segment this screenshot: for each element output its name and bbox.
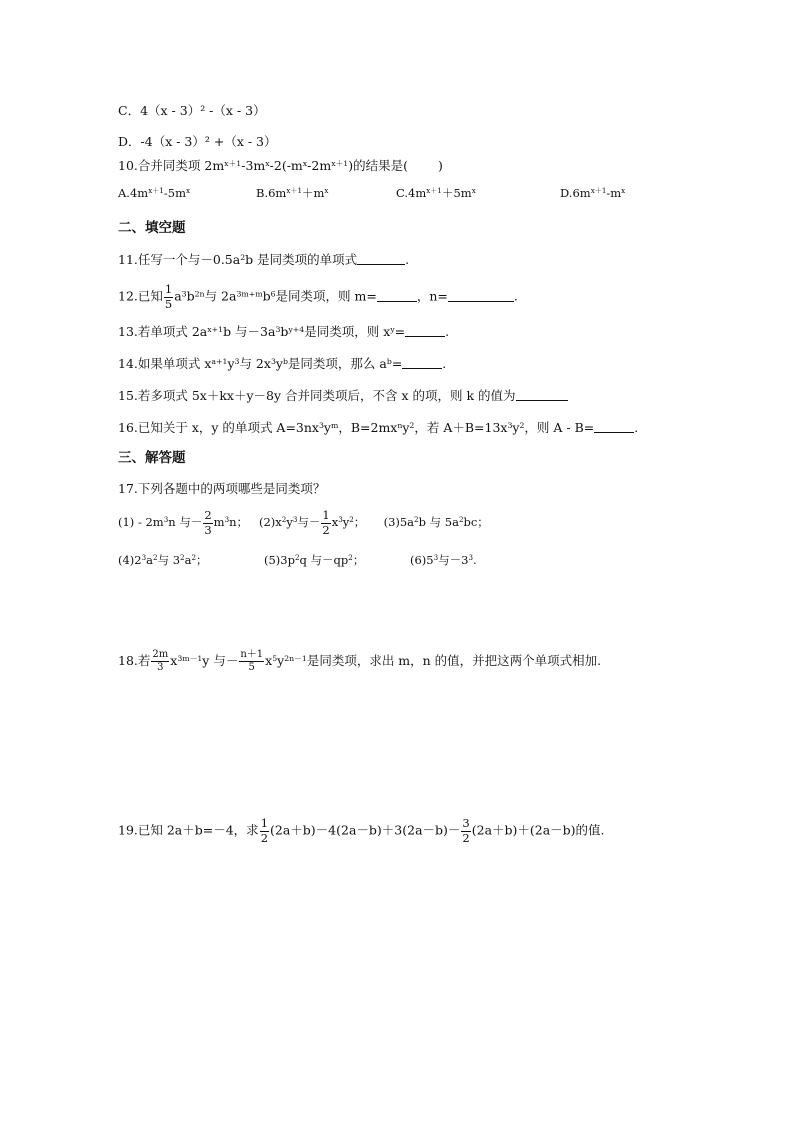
section-solve-heading: 三、解答题 (118, 450, 186, 466)
q17-item-1: $(1) - 2m^3n$ 与－ $\frac{2}{3}$ $m^3n$； (118, 508, 249, 537)
question-15: 15.若多项式 5x＋kx＋y－8y 合并同类项后，不含 x 的项，则 k 的值为 (118, 388, 568, 404)
q17-item-3: $(3)5a^2b$ 与 $5a^2bc$； (383, 515, 489, 529)
fraction: $\frac{n+1}{5}$ (240, 649, 264, 673)
fraction: $\frac{1}{2}$ (260, 816, 269, 845)
fraction: $\frac{2}{3}$ (204, 508, 212, 537)
q17-row-2 (118, 552, 208, 568)
question-19: 19.已知 2a＋b=－4，求 $\frac{1}{2}$ (2a＋b)－4(2a－b)＋3(2a－b)－ $\frac{3}{2}$ (2a＋b)＋(2a－b)的值. (118, 816, 605, 845)
option-c: C．4（x - 3）² -（x - 3） (118, 103, 266, 118)
question-12: 12.已知 $\frac{1}{5}$ $a^3b^{2n}$与 $2a^{3m+m}b^6$是同类项，则 m= ，n= . (118, 282, 518, 311)
option-d: D．-4（x - 3）² +（x - 3） (118, 134, 277, 149)
q17-item-4: $(4)2^3a^2$与 $3^2a^2$； (118, 553, 208, 567)
section-fill-in-heading: 二、填空题 (118, 220, 186, 236)
question-18: 18.若 $\frac{2m}{3}$ $x^{3m-1}y$ 与－ $\frac{n+1}{5}$ $x^5y^{2n-1}$是同类项，求出 m，n 的值，并把这两个单项式相加. (118, 649, 602, 673)
fraction: $\frac{2m}{3}$ (152, 649, 169, 673)
answer-blank[interactable] (405, 324, 445, 337)
q10-option-c: $C.4m^{x+1}+5m^x$ (396, 186, 476, 200)
question-17: 17.下列各题中的两项哪些是同类项？ (118, 481, 326, 496)
answer-blank-n[interactable] (448, 289, 514, 302)
answer-blank[interactable] (402, 356, 442, 369)
question-13: 13.若单项式 $2a^{x+1}b$ 与$-3a^3b^{y+4}$是同类项，则 $x^y=$ . (118, 324, 450, 339)
answer-blank[interactable] (357, 252, 405, 265)
q17-row-1 (118, 510, 489, 536)
question-11: 11.任写一个与$-0.5a^2b$ 是同类项的单项式 . (118, 252, 410, 267)
q17-item-5: $(5)3p^2q$ 与$-qp^2$； (264, 553, 365, 567)
q10-option-b: $B.6m^{x+1}+m^x$ (256, 186, 329, 200)
answer-blank[interactable] (594, 420, 634, 433)
fraction: $\frac{3}{2}$ (462, 816, 470, 845)
q10-option-d: $D.6m^{x+1}-m^x$ (560, 186, 626, 200)
fraction: $\frac{1}{2}$ (322, 508, 330, 537)
fraction: $\frac{1}{5}$ (164, 282, 173, 311)
q17-item-6: $(6)5^3$与$-3^3$. (410, 553, 477, 567)
question-16: 16.已知关于 x，y 的单项式 $A=3nx^3y^m$，$B=2mx^ny^2$，若 $A+B=13x^3y^2$，则 A - B= . (118, 420, 639, 435)
question-14: 14.如果单项式 $x^{a+1}y^3$与 $2x^3y^b$是同类项，那么 $a^b=$ . (118, 356, 447, 371)
q17-item-2: $(2)x^2y^3$与－ $\frac{1}{2}$ $x^3y^2$； (259, 508, 366, 537)
q10-option-a: $A.4m^{x+1}-5m^x$ (118, 186, 191, 200)
question-10: 10.合并同类项 $2m^{x+1}-3m^x-2(-m^x-2m^{x+1})$的结果是( ) (118, 158, 443, 173)
answer-blank-m[interactable] (377, 289, 417, 302)
answer-blank[interactable] (516, 388, 568, 401)
